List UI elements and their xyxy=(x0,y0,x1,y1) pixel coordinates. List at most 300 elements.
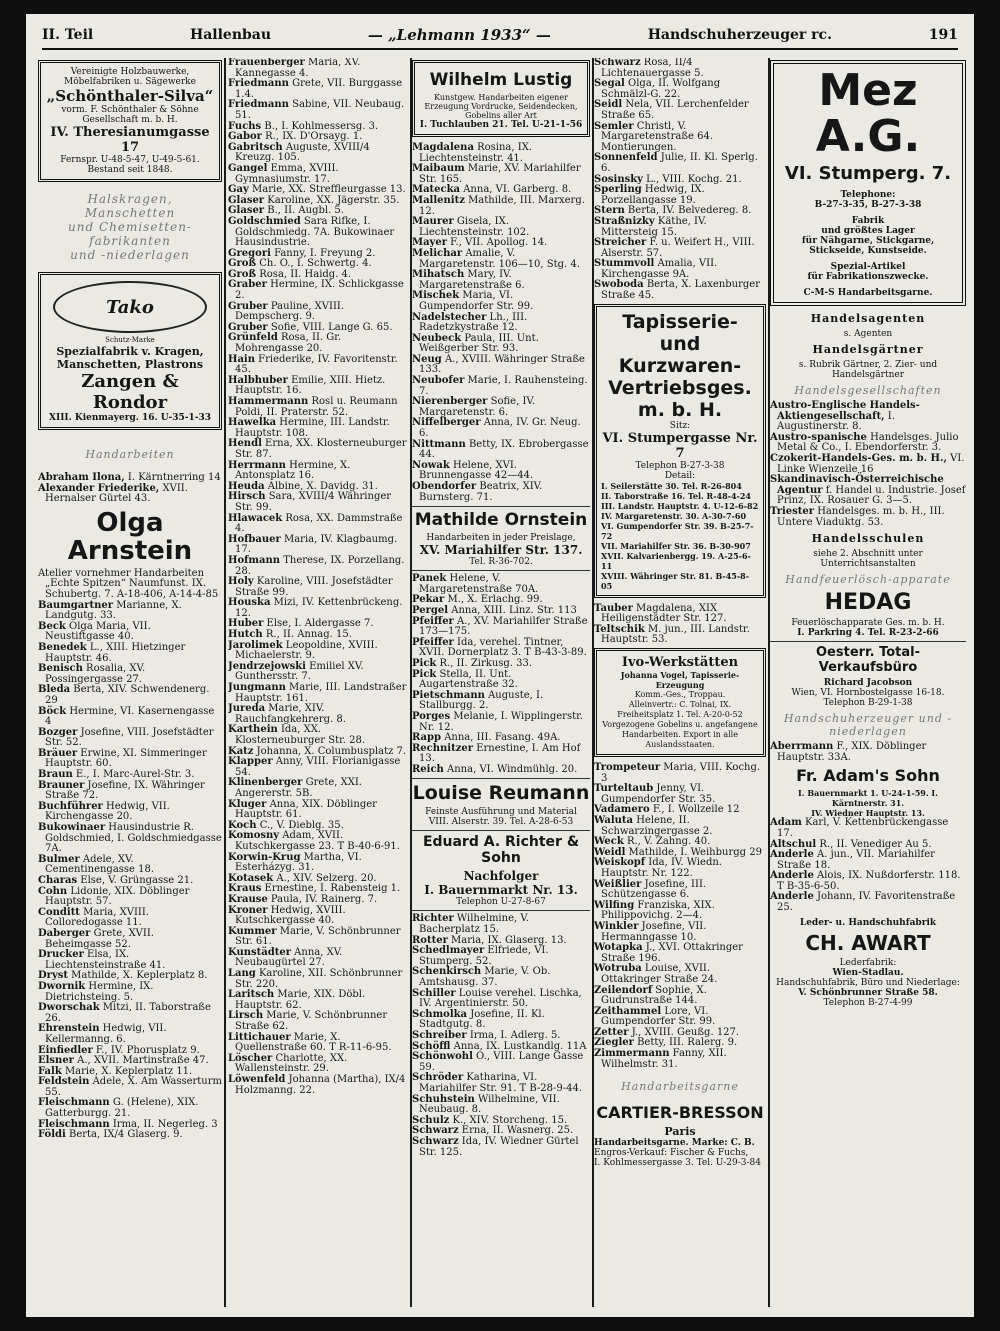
entry-details: F., XIX. Döblinger Hauptstr. 33A. xyxy=(777,741,927,763)
ad-company-name: Mez A.G. xyxy=(815,65,921,162)
entry-details: B., II. Augbl. 5. xyxy=(264,205,344,217)
ad-phone: Fernspr. U-48-5-47, U-49-5-61. xyxy=(60,155,200,165)
entry-name: Wotruba xyxy=(594,963,642,975)
entry-list xyxy=(770,401,966,528)
ad-text: Manschetten, Plastrons xyxy=(56,358,204,371)
entry-name: Schröder xyxy=(412,1072,464,1084)
entry-name: Czokerit-Handels-Ges. m. b. H., xyxy=(770,452,947,464)
entry-details: Martha, VI. Esterházyg. 31. xyxy=(235,851,362,874)
entry-name: Frauenberger xyxy=(228,58,305,68)
entry-name: Panek xyxy=(412,573,447,585)
list-item xyxy=(38,1098,222,1119)
ad-address: Wien, VI. Hornbostelgasse 16-18. xyxy=(791,688,945,699)
entry-name: Schulz xyxy=(412,1114,450,1126)
entry-name: Abraham Ilona, xyxy=(38,472,125,483)
entry-details: Jenny, VI. Gumpendorfer Str. 35. xyxy=(601,783,716,805)
entry-details: Josefine, IX. Währinger Straße 72. xyxy=(45,779,205,802)
entry-name: Houska xyxy=(228,597,271,609)
column-divider xyxy=(224,58,226,1307)
list-item xyxy=(412,638,590,659)
list-item xyxy=(412,217,590,238)
ad-company-name: Zangen & Rondor xyxy=(81,371,179,413)
list-item xyxy=(38,1024,222,1045)
entry-name: Austro-Englische Handels-Aktiengesellschaft, xyxy=(770,400,920,422)
entry-name: Hammermann xyxy=(228,396,309,407)
list-item xyxy=(412,617,590,638)
entry-details: Sofie, VIII. Lange G. 65. xyxy=(267,321,393,333)
entry-name: Niffelberger xyxy=(412,417,481,429)
column-5 xyxy=(770,58,966,1307)
entry-name: Pfeiffer xyxy=(412,636,454,648)
entry-details: R., IX. D'Orsayg. 1. xyxy=(261,131,363,143)
entry-name: Fuchs xyxy=(228,120,262,132)
entry-details: Ida, IV. Wiedner Gürtel Str. 125. xyxy=(419,1135,579,1158)
entry-details: Josefine, VII. Hermanngasse 10. xyxy=(601,920,707,943)
list-item xyxy=(228,1054,408,1075)
entry-details: Rosa, II. Haidg. 4. xyxy=(256,268,352,280)
ad-text: Vorgezogene Gobelins u. angefangene Handarbeiten. Export in alle Auslandsstaaten. xyxy=(602,720,758,750)
entry-details: Helene, V. Margaretenstraße 70A. xyxy=(419,573,539,595)
entry-name: Skandinavisch-Österreichische Agentur xyxy=(770,474,944,496)
ad-text: Sitz: xyxy=(669,420,691,431)
entry-details: Ernestine, I. Rabensteig 1. xyxy=(261,883,401,895)
ad-ch-awart: CH. AWART xyxy=(805,930,931,955)
entry-name: Nittmann xyxy=(412,438,466,450)
entry-name: Heuda xyxy=(228,480,265,492)
ad-eduard-richter: Eduard A. Richter & Sohn xyxy=(422,834,580,867)
branch-address: III. Landstr. Hauptstr. 4. U-12-6-82 xyxy=(601,500,759,511)
list-item xyxy=(228,641,408,662)
list-item xyxy=(594,185,766,206)
entry-details: Irma, I. Adlerg. 5. xyxy=(466,1030,561,1041)
entry-name: Gabritsch xyxy=(228,141,283,153)
separator xyxy=(770,641,966,642)
list-item xyxy=(228,418,408,439)
entry-name: Kluger xyxy=(228,798,267,810)
list-item xyxy=(412,418,590,439)
entry-details: Hedwig, IX. Porzellangasse 19. xyxy=(601,184,705,206)
entry-details: Fanny, I. Freyung 2. xyxy=(270,247,376,259)
entry-details: Pauline, XVIII. Dempscherg. 9. xyxy=(235,300,345,323)
entry-details: L., XIII. Hietzinger Hauptstr. 46. xyxy=(45,641,186,664)
entry-details: Sabine, VII. Neubaug. 51. xyxy=(235,99,405,121)
entry-name: Sosinsky xyxy=(594,173,643,185)
entry-details: Olga Maria, VII. Neustiftgasse 40. xyxy=(45,620,151,643)
entry-details: Maria, VIII. Kochg. 3 xyxy=(601,762,761,784)
list-item xyxy=(412,967,590,988)
list-item xyxy=(228,948,408,969)
entry-name: Schmolka xyxy=(412,1008,468,1020)
entry-details: Albine, X. Davidg. 31. xyxy=(264,480,378,492)
tako-logo xyxy=(53,281,207,333)
entry-name: Neug xyxy=(412,353,442,365)
entry-details: F. u. Weifert H., VIII. Alserstr. 57. xyxy=(601,237,755,259)
entry-details: Hermine, III. Landstr. Hauptstr. 108. xyxy=(235,417,390,439)
entry-name: Glaser xyxy=(228,205,265,217)
entry-name: Katz xyxy=(228,745,254,757)
entry-details: Christl, V. Margaretenstraße 64. Montierungen. xyxy=(601,120,713,153)
entry-name: Semler xyxy=(594,120,634,132)
list-item xyxy=(38,707,222,728)
entry-details: Maria, VI. Gumpendorfer Str. 99. xyxy=(419,290,534,312)
ad-text: Richard Jacobson xyxy=(823,678,913,689)
ad-address: VI. Stumpergasse Nr. 7 xyxy=(602,430,758,461)
list-item xyxy=(228,927,408,948)
entry-details: A., XIV. Selzerg. 20. xyxy=(273,872,377,884)
entry-name: Jureda xyxy=(228,703,266,715)
ad-text: und größtes Lager xyxy=(821,226,915,236)
list-item xyxy=(38,982,222,1003)
entry-details: Johanna, X. Columbusplatz 7. xyxy=(253,745,407,757)
entry-name: Matecka xyxy=(412,184,461,196)
entry-details: Marie, XX. Streffleurgasse 13. xyxy=(248,184,406,196)
list-item xyxy=(594,153,766,174)
entry-details: C., V. Dieblg. 35. xyxy=(256,819,344,831)
list-item xyxy=(412,691,590,712)
ad-company-name: Wilhelm Lustig xyxy=(429,70,573,90)
entry-details: Marie, V. Schönbrunner Str. 61. xyxy=(235,925,401,948)
entry-name: Baumgartner xyxy=(38,599,114,611)
cross-reference: siehe 2. Abschnitt unter Unterrichtsanstalten xyxy=(813,549,923,570)
ad-phone: Telephon B-27-3-38 xyxy=(635,460,725,471)
entry-details: Rosina, IX. Liechtensteinstr. 41. xyxy=(419,142,533,164)
entry-name: Gruber xyxy=(228,300,268,312)
entry-name: Groß xyxy=(228,258,257,270)
list-item xyxy=(38,685,222,706)
entry-details: Maria, XVIII. Colloredogasse 11. xyxy=(45,906,149,929)
entry-list xyxy=(412,914,590,1158)
entry-name: Schwarz xyxy=(412,1125,459,1137)
entry-name: Grünfeld xyxy=(228,332,278,344)
entry-details: I. Kärntnerring 14 xyxy=(124,472,221,483)
entry-name: Charas xyxy=(38,875,78,886)
list-item xyxy=(38,908,222,929)
entry-name: Halbhuber xyxy=(228,374,288,386)
entry-name: Winkler xyxy=(594,920,639,932)
entry-name: Seidl xyxy=(594,99,623,111)
ad-address: IV. Theresianumgasse 17 xyxy=(50,125,210,155)
entry-name: Dryst xyxy=(38,970,68,982)
entry-details: Berta, X. Laxenburger Straße 45. xyxy=(601,279,761,302)
entry-details: F., I. Wollzeile 12 xyxy=(649,804,740,816)
entry-name: Ehrenstein xyxy=(38,1023,100,1035)
section-heading-handarbeitsgarne: Handarbeitsgarne xyxy=(621,1080,739,1094)
entry-name: Neubeck xyxy=(412,332,462,344)
entry-details: Hermine, IX. Dietrichsteing. 5. xyxy=(45,980,154,1003)
entry-name: Adam xyxy=(770,817,802,829)
entry-name: Tauber xyxy=(594,602,633,614)
entry-details: Adele, XV. Cementinengasse 18. xyxy=(45,853,155,876)
entry-name: Anderle xyxy=(770,891,814,903)
ad-text: Spezial-Artikel xyxy=(830,262,906,272)
list-item xyxy=(38,622,222,643)
list-item xyxy=(228,757,408,778)
entry-name: Kroner xyxy=(228,904,268,916)
list-item xyxy=(770,433,966,454)
list-item xyxy=(412,334,590,355)
ad-address: V. Schönbrunner Straße 58. xyxy=(798,987,938,998)
list-item xyxy=(228,100,408,121)
entry-name: Maibaum xyxy=(412,163,465,175)
ad-text: Stickseide, Kunstseide. xyxy=(809,246,927,256)
ad-text: C-M-S Handarbeitsgarne. xyxy=(803,288,933,298)
entry-name: Komosny xyxy=(228,830,280,842)
entry-details: Mitzi, II. Taborstraße 26. xyxy=(45,1002,211,1024)
entry-name: Braun xyxy=(38,769,73,781)
entry-name: Weidl xyxy=(594,846,626,858)
entry-details: Beatrix, XIV. Burnsterg. 71. xyxy=(419,481,543,503)
entry-name: Littichauer xyxy=(228,1031,291,1043)
entry-details: Berta, IV. Belvedereg. 8. xyxy=(624,205,752,217)
entry-details: Olga, II. Wolfgang Schmälzl-G. 22. xyxy=(601,78,721,100)
header-left: II. Teil xyxy=(42,27,94,43)
ad-text: Handarbeitsgarne. Marke: C. B. xyxy=(594,1138,755,1149)
entry-details: F., IV. Phorusplatz 9. xyxy=(92,1044,200,1056)
list-item xyxy=(228,725,408,746)
entry-name: Wilfing xyxy=(594,899,635,911)
ad-address: I. Kohlmessergasse 3. Tel. U-29-3-84 xyxy=(594,1158,761,1169)
ad-cartier-bresson: CARTIER-BRESSON xyxy=(596,1103,764,1123)
entry-details: Marie, I. Rauhensteing. 7. xyxy=(419,375,588,397)
list-item xyxy=(228,143,408,164)
list-item xyxy=(770,818,966,839)
entry-details: Auguste, I. Stallburgg. 2. xyxy=(419,689,544,712)
column-4 xyxy=(594,58,766,1307)
entry-details: Käthe, IV. Mittersteig 15. xyxy=(601,215,707,238)
ad-mez xyxy=(770,60,966,306)
entry-name: Rapp xyxy=(412,732,442,744)
entry-details: Mary, IV. Margaretenstraße 6. xyxy=(419,269,525,291)
entry-name: Herrmann xyxy=(228,459,286,471)
list-item xyxy=(594,1049,766,1070)
entry-details: Mizi, IV. Kettenbrückeng. 12. xyxy=(235,597,403,619)
entry-name: Zeilendorf xyxy=(594,984,653,996)
ad-text: für Nähgarne, Stickgarne, xyxy=(801,236,935,246)
entry-name: Cohn xyxy=(38,885,68,897)
entry-name: Alexander Friederike, xyxy=(38,482,160,494)
ad-total-verkaufsbuero: Oesterr. Total-Verkaufsbüro xyxy=(816,645,920,676)
entry-details: Anna, VI. Windmühlg. 20. xyxy=(443,763,578,775)
ad-wilhelm-lustig xyxy=(412,60,590,137)
entry-name: Sonnenfeld xyxy=(594,152,658,164)
entry-details: Sophie, X. Gudrunstraße 144. xyxy=(601,984,707,1007)
entry-name: Nadelstecher xyxy=(412,311,487,323)
entry-name: Trompeteur xyxy=(594,762,661,774)
entry-list xyxy=(38,601,222,1141)
entry-name: Nierenberger xyxy=(412,396,488,408)
entry-details: Josefine, III. Schützengasse 6. xyxy=(601,878,707,901)
entry-details: Marianne, X. Landgutg. 33. xyxy=(45,599,182,622)
entry-details: R., II. Zirkusg. 33. xyxy=(436,657,533,669)
entry-name: Bulmer xyxy=(38,853,80,865)
branch-address: II. Taborstraße 16. Tel. R-48-4-24 xyxy=(601,490,751,501)
entry-details: Leopoldine, XVIII. Michaelerstr. 9. xyxy=(235,639,378,662)
entry-details: Josefine, VIII. Josefstädter Str. 52. xyxy=(45,726,214,749)
entry-name: Beck xyxy=(38,620,66,632)
entry-name: Glaser xyxy=(228,194,265,206)
entry-name: Jendrzejowski xyxy=(228,660,306,672)
list-item xyxy=(594,625,766,646)
cross-reference: s. Rubrik Gärtner, 2. Zier- und Handelsgärtner xyxy=(798,360,938,380)
list-item xyxy=(38,664,222,685)
entry-name: Richter xyxy=(412,913,454,925)
entry-details: A., XV. Mariahilfer Straße 173—175. xyxy=(419,615,588,638)
entry-name: Dworschak xyxy=(38,1002,100,1014)
entry-details: F., VII. Apollog. 14. xyxy=(447,237,548,249)
list-item xyxy=(228,1033,408,1054)
list-item xyxy=(228,164,408,185)
entry-details: Marie, V. Schönbrunner Straße 62. xyxy=(235,1010,388,1033)
entry-details: Anny, VIII. Florianigasse 54. xyxy=(235,756,401,778)
ad-text: für Fabrikationszwecke. xyxy=(807,272,929,282)
entry-details: Gisela, IX. Liechtensteinstr. 102. xyxy=(419,216,530,238)
list-item xyxy=(228,79,408,100)
entry-details: Ernestine, I. Am Hof 13. xyxy=(419,742,581,765)
entry-name: Gangel xyxy=(228,162,268,174)
header-title: — „Lehmann 1933“ — xyxy=(367,26,551,44)
entry-name: Anderle xyxy=(770,849,814,861)
list-item xyxy=(38,643,222,664)
ad-text: Bestand seit 1848. xyxy=(87,165,173,175)
ad-olga-arnstein: Olga Arnstein xyxy=(67,507,193,566)
entry-details: Rosa, XX. Dammstraße 4. xyxy=(235,512,403,535)
entry-details: Karoline, XX. Jägerstr. 35. xyxy=(264,194,400,206)
list-item xyxy=(412,712,590,733)
list-item xyxy=(228,778,408,799)
ad-description: Atelier vornehmer Handarbeiten „Echte Spitzen“ Naumfunst. IX. Schubertg. 7. A-18-406, A-14-4-85 xyxy=(38,567,219,600)
list-item xyxy=(412,765,590,776)
entry-details: XVII. Hernalser Gürtel 43. xyxy=(45,482,188,505)
list-item xyxy=(228,397,408,418)
entry-name: Segal xyxy=(594,78,625,90)
section-line: und -niederlagen xyxy=(70,248,190,262)
page-header xyxy=(42,22,958,50)
entry-name: Jungmann xyxy=(228,682,286,694)
entry-details: L., VIII. Kochg. 21. xyxy=(642,173,742,185)
ad-address: XV. Mariahilfer Str. 137. xyxy=(419,543,583,558)
ad-address: XIII. Kienmayerg. 16. U-35-1-33 xyxy=(49,413,211,423)
section-line: Halskragen, xyxy=(87,192,173,206)
entry-details: Helene, XVI. Brunnengasse 42—44. xyxy=(419,459,534,482)
entry-name: Falk xyxy=(38,1065,62,1077)
list-item xyxy=(594,79,766,100)
entry-name: Friedmann xyxy=(228,78,289,90)
ad-text: Nachfolger xyxy=(463,869,539,884)
entry-details: f. Handel u. Industrie. Josef Prinz, IX. Rosauer G. 3—5. xyxy=(777,484,966,507)
entry-name: Waluta xyxy=(594,815,634,826)
entry-name: Pekar xyxy=(412,594,445,606)
entry-details: Josefine, II. Kl. Stadtgutg. 8. xyxy=(419,1008,545,1031)
entry-details: Auguste, XVIII/4 Kreuzg. 105. xyxy=(235,141,370,164)
entry-name: Schuhstein xyxy=(412,1093,475,1105)
entry-details: Rosl u. Reumann Poldi, II. Praterstr. 52. xyxy=(235,396,398,418)
entry-name: Teltschik xyxy=(594,623,645,635)
ad-text: Detail: xyxy=(664,470,696,481)
list-item xyxy=(594,122,766,154)
entry-list xyxy=(228,58,408,1096)
list-item xyxy=(38,802,222,823)
entry-name: Krause xyxy=(228,893,268,905)
entry-name: Dwornik xyxy=(38,980,86,992)
section-heading-handelsgaertner: Handelsgärtner xyxy=(812,343,924,356)
ad-mathilde-ornstein: Mathilde Ornstein xyxy=(414,510,588,531)
entry-details: Paula, III. Unt. Weißgerber Str. 93. xyxy=(419,332,539,355)
entry-details: Adam, XVII. Kutschkergasse 23. T B-40-6-91. xyxy=(235,830,400,852)
list-item xyxy=(38,1003,222,1024)
entry-list xyxy=(594,763,766,1070)
list-item xyxy=(228,302,408,323)
ad-louise-reumann: Louise Reumann xyxy=(412,782,590,805)
entry-details: Handelsges. Julio Metal & Co., I. Ebendorferstr. 3. xyxy=(777,431,959,454)
entry-name: Laritsch xyxy=(228,989,275,1001)
entry-details: Betty, IX. Ebrobergasse 44. xyxy=(419,438,589,461)
entry-details: Johann, IV. Favoritenstraße 25. xyxy=(777,891,956,914)
header-right: Handschuherzeuger rc. xyxy=(647,27,832,43)
entry-name: Gregori xyxy=(228,247,271,259)
entry-details: Mathilde, X. Keplerplatz 8. xyxy=(68,970,208,982)
entry-name: Zetter xyxy=(594,1026,629,1038)
entry-name: Anderle xyxy=(770,870,814,882)
entry-details: Elfriede, VI. Stumperg. 52. xyxy=(419,945,549,967)
entry-name: Friedmann xyxy=(228,99,289,111)
list-item xyxy=(412,143,590,164)
entry-name: Klapper xyxy=(228,756,273,768)
ad-address: VI. Stumperg. 7. xyxy=(784,163,952,184)
entry-details: Berta, IX/4 Glaserg. 9. xyxy=(65,1129,183,1141)
ad-text: Feuerlöschapparate Ges. m. b. H. xyxy=(791,618,945,629)
ad-address: Alleinvertr.: C. Tolnai, IX. Freiheitsplatz 1. Tel. A-20-0-52 xyxy=(617,700,743,720)
entry-details: Helene, II. Schwarzingergasse 2. xyxy=(601,815,713,837)
entry-name: Hawelka xyxy=(228,417,277,429)
entry-details: Marie, XV. Mariahilfer Str. 165. xyxy=(419,163,581,185)
entry-name: Conditt xyxy=(38,906,80,918)
list-item xyxy=(770,850,966,871)
list-item xyxy=(770,892,966,913)
directory-page xyxy=(26,14,974,1317)
list-item xyxy=(412,440,590,461)
entry-name: Drucker xyxy=(38,949,84,961)
entry-details: G. (Helene), XIX. Gatterburgg. 21. xyxy=(45,1097,199,1120)
entry-list xyxy=(770,818,966,913)
entry-details: Amalie, V. Margaretenstr. 106—10, Stg. 4. xyxy=(419,247,580,270)
entry-details: Rosa, II/4 Lichtenauergasse 5. xyxy=(601,58,704,79)
entry-name: Mihatsch xyxy=(412,269,465,281)
column-2 xyxy=(228,58,408,1307)
separator xyxy=(412,910,590,911)
list-item xyxy=(770,742,966,763)
entry-name: Gruber xyxy=(228,321,268,333)
entry-name: Böck xyxy=(38,705,67,717)
branch-list xyxy=(601,481,759,591)
list-item xyxy=(228,280,408,301)
entry-name: Pietschmann xyxy=(412,689,485,701)
header-left2: Hallenbau xyxy=(189,27,272,43)
list-item xyxy=(38,749,222,770)
entry-name: Gay xyxy=(228,184,249,196)
entry-name: Hlawacek xyxy=(228,512,283,524)
entry-name: Hofbauer xyxy=(228,533,281,545)
branch-address: IV. Margaretenstr. 30. A-30-7-60 xyxy=(601,510,747,521)
entry-name: Hutch xyxy=(228,629,263,641)
entry-details: Anna, IV. Gr. Neug. 6. xyxy=(419,417,581,440)
list-item xyxy=(228,831,408,852)
entry-details: Amalia, VII. Kirchengasse 9A. xyxy=(601,258,718,280)
entry-details: Charlotte, XX. Wallensteinstr. 29. xyxy=(235,1052,348,1075)
entry-details: Magdalena, XIX Heiligenstädter Str. 127. xyxy=(601,602,727,625)
entry-name: Weißlier xyxy=(594,878,642,890)
list-item xyxy=(594,58,766,79)
ad-phone: Telephon B-29-1-38 xyxy=(823,698,913,709)
